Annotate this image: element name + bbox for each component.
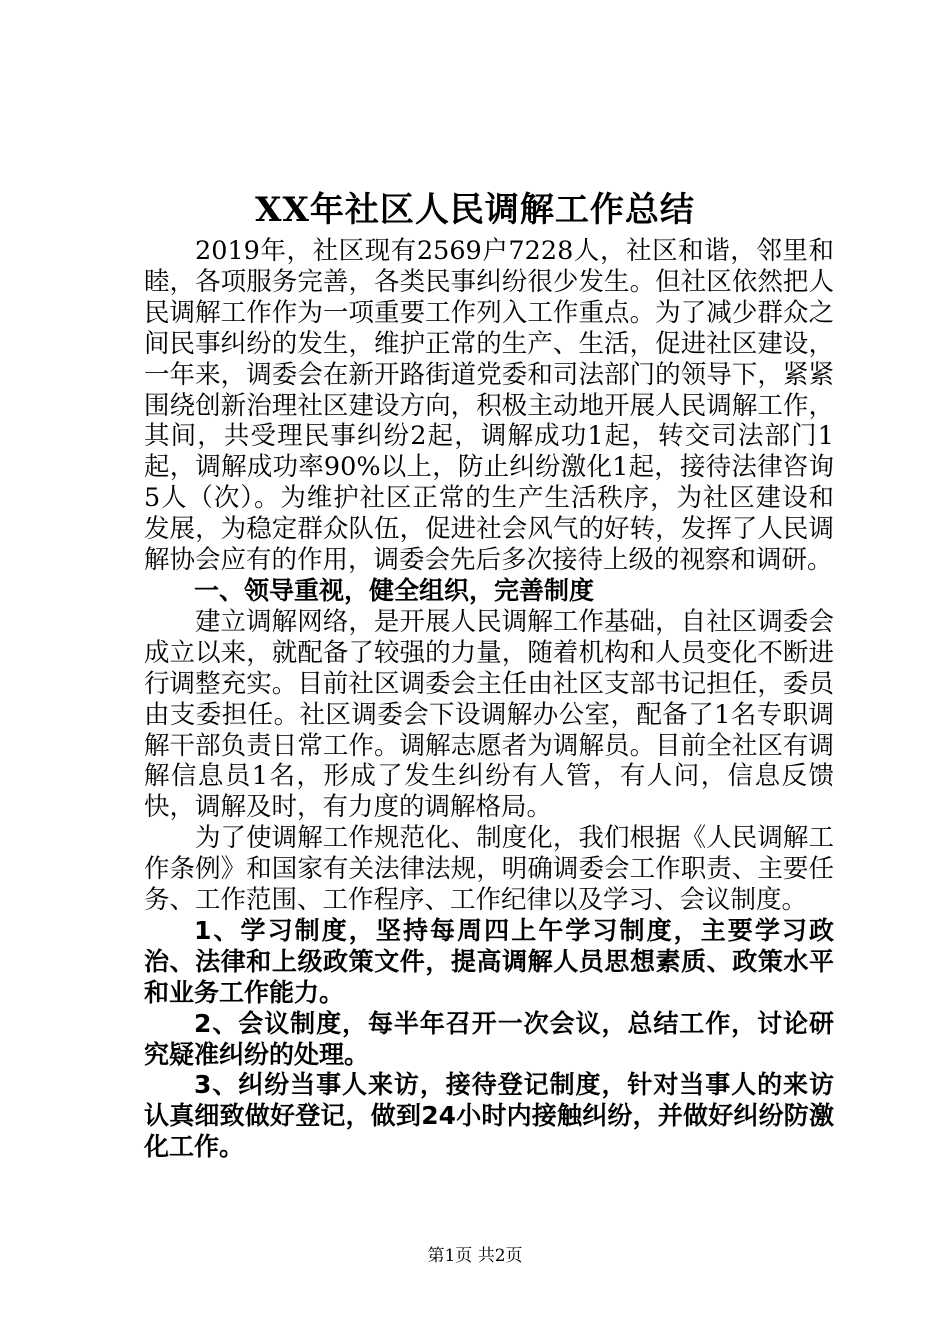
page-number-footer: 第1页 共2页 [427, 1246, 523, 1266]
rule-item: 2、会议制度，每半年召开一次会议，总结工作，讨论研究疑准纠纷的处理。 [144, 1008, 834, 1069]
rule-item: 3、纠纷当事人来访，接待登记制度，针对当事人的来访认真细致做好登记，做到24小时内接触纠纷，并做好纠纷防激化工作。 [144, 1070, 834, 1162]
rule-item: 1、学习制度，坚持每周四上午学习制度，主要学习政治、法律和上级政策文件，提高调解人员思想素质、政策水平和业务工作能力。 [144, 915, 834, 1007]
section-paragraph: 为了使调解工作规范化、制度化，我们根据《人民调解工作条例》和国家有关法律法规，明确调委会工作职责、主要任务、工作范围、工作程序、工作纪律以及学习、会议制度。 [144, 823, 834, 916]
section-heading: 一、领导重视，健全组织，完善制度 [194, 575, 595, 605]
section-paragraph: 建立调解网络，是开展人民调解工作基础，自社区调委会成立以来，就配备了较强的力量，随着机构和人员变化不断进行调整充实。目前社区调委会主任由社区支部书记担任，委员由支委担任。社区调委会下设调解办公室，配备了1名专职调解干部负责日常工作。调解志愿者为调解员。目前全社区有调解信息员1名，形成了发生纠纷有人管，有人问，信息反馈快，调解及时，有力度的调解格局。 [144, 606, 834, 823]
document-title: XX年社区人民调解工作总结 [255, 190, 695, 230]
document-body [144, 236, 834, 1163]
intro-paragraph: 2019年，社区现有2569户7228人，社区和谐，邻里和睦，各项服务完善，各类民事纠纷很少发生。但社区依然把人民调解工作作为一项重要工作列入工作重点。为了减少群众之间民事纠纷的发生，维护正常的生产、生活，促进社区建设，一年来，调委会在新开路街道党委和司法部门的领导下，紧紧围绕创新治理社区建设方向，积极主动地开展人民调解工作，其间，共受理民事纠纷2起，调解成功1起，转交司法部门1起，调解成功率90%以上，防止纠纷激化1起，接待法律咨询5人（次）。为维护社区正常的生产生活秩序，为社区建设和发展，为稳定群众队伍，促进社会风气的好转，发挥了人民调解协会应有的作用，调委会先后多次接待上级的视察和调研。 [144, 236, 834, 576]
